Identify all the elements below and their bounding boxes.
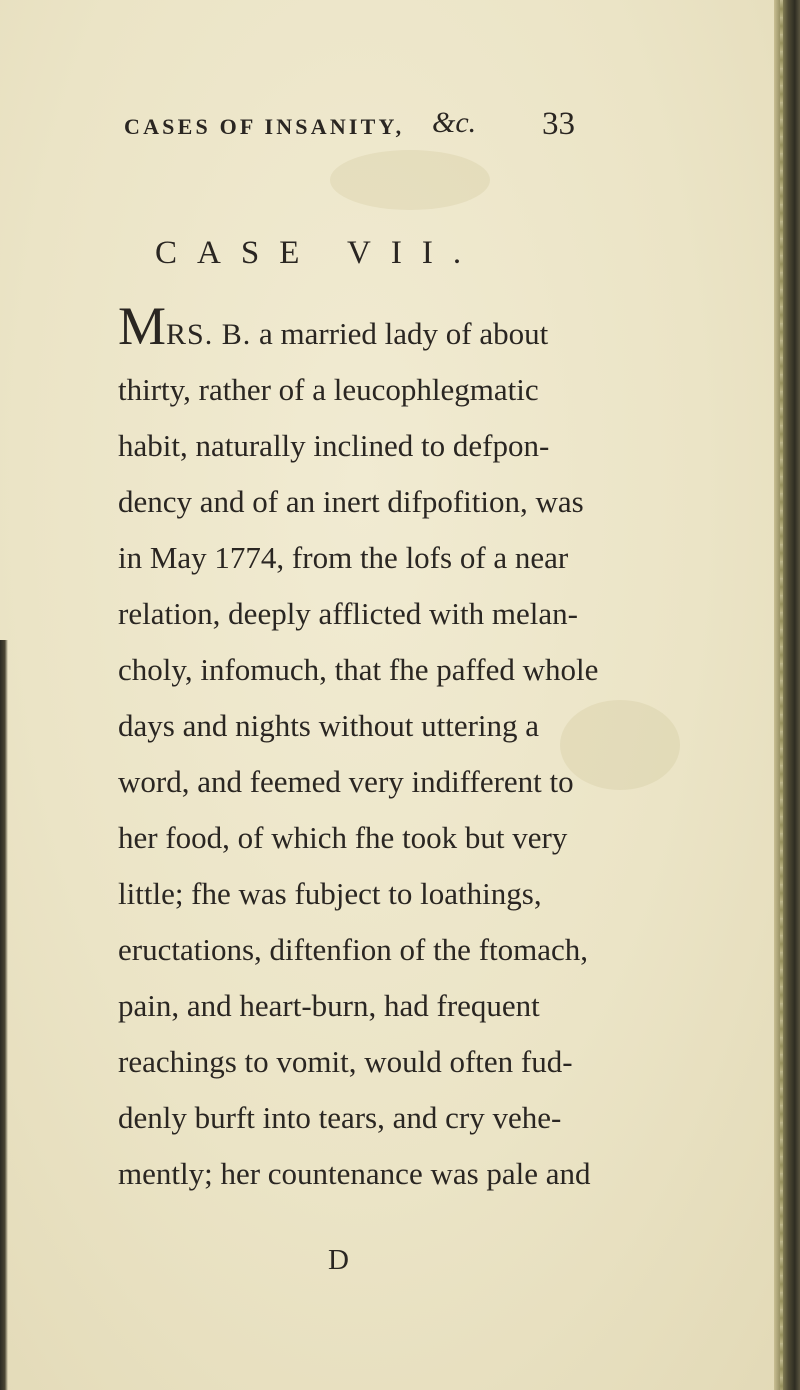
- running-head: [124, 100, 664, 150]
- text-line-first: [118, 296, 618, 362]
- text-line: word, and feemed very indifferent to: [118, 764, 574, 799]
- book-spine: [774, 0, 800, 1390]
- text-line: choly, infomuch, that fhe paffed whole: [118, 652, 599, 687]
- paper-stain: [330, 150, 490, 210]
- text-line: denly burft into tears, and cry vehe-: [118, 1100, 562, 1135]
- running-head-etc: &c.: [432, 106, 477, 139]
- text-line: days and nights without uttering a: [118, 708, 540, 743]
- text-line: little; fhe was fubject to loathings,: [118, 876, 542, 911]
- text-line: habit, naturally inclined to defpon-: [118, 428, 550, 463]
- case-heading: CASE VII.: [155, 235, 482, 271]
- text-line: mently; her countenance was pale and: [118, 1156, 591, 1191]
- page-number: 33: [542, 106, 575, 142]
- case-body-text: [118, 296, 618, 1202]
- text-line: relation, deeply afflicted with melan-: [118, 596, 578, 631]
- signature-mark: D: [328, 1244, 349, 1276]
- text-line: eructations, diftenfion of the ftomach,: [118, 932, 589, 967]
- first-line-rest: a married lady of about: [251, 316, 549, 351]
- text-line: her food, of which fhe took but very: [118, 820, 568, 855]
- running-head-title: CASES OF INSANITY,: [124, 114, 405, 139]
- left-page-edge: [0, 640, 8, 1390]
- first-line-caps: RS. B.: [166, 318, 252, 351]
- text-line: pain, and heart-burn, had frequent: [118, 988, 540, 1023]
- text-line: thirty, rather of a leucophlegmatic: [118, 372, 539, 407]
- text-line: in May 1774, from the lofs of a near: [118, 540, 569, 575]
- text-line: reachings to vomit, would often fud-: [118, 1044, 573, 1079]
- text-line: dency and of an inert difpofition, was: [118, 484, 584, 519]
- drop-cap: M: [118, 296, 167, 356]
